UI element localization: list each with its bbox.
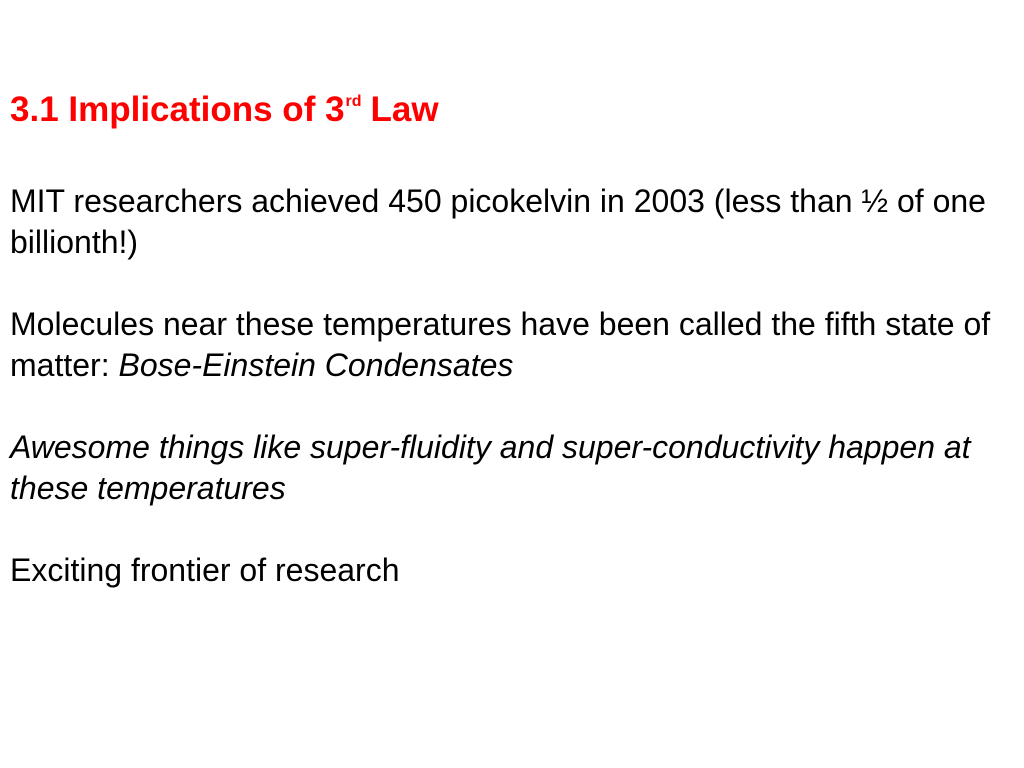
title-prefix: 3.1 Implications of 3 [10, 90, 345, 129]
paragraph-fifth-state-text: Molecules near these temperatures have been called the fifth state of matter: [10, 306, 991, 383]
paragraph-awesome-things: Awesome things like super-fluidity and super-conductivity happen at these temperatures [10, 429, 971, 506]
slide-title [10, 88, 439, 132]
title-superscript: rd [345, 93, 362, 110]
paragraph-exciting-frontier: Exciting frontier of research [10, 552, 400, 588]
title-suffix: Law [370, 90, 439, 129]
bose-einstein-term: Bose-Einstein Condensates [118, 347, 514, 383]
paragraph-mit-researchers: MIT researchers achieved 450 picokelvin in 2003 (less than ½ of one billionth!) [10, 183, 986, 260]
paragraph-fifth-state [10, 304, 1020, 386]
